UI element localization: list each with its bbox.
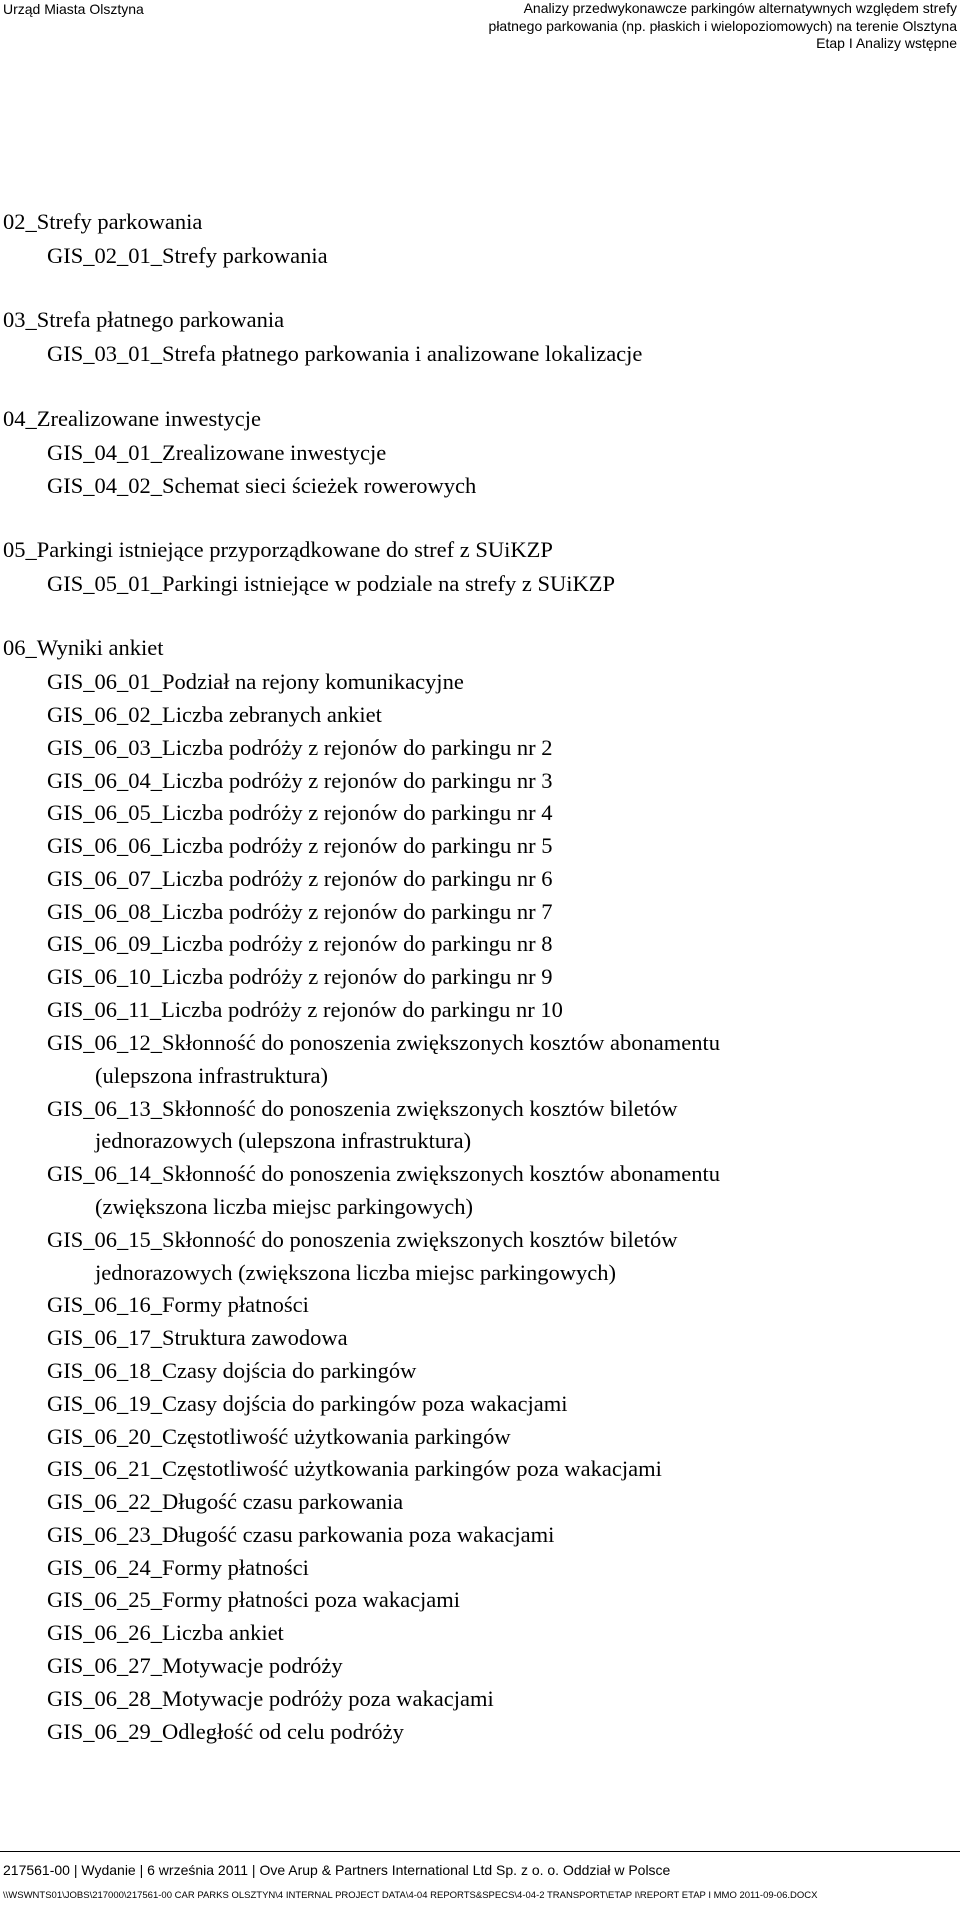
list-item-continuation: (zwiększona liczba miejsc parkingowych) [95, 1194, 473, 1219]
list-item: GIS_06_21_Częstotliwość użytkowania parkingów poza wakacjami [47, 1456, 662, 1481]
list-item: GIS_02_01_Strefy parkowania [47, 243, 328, 268]
list-item: GIS_06_16_Formy płatności [47, 1292, 309, 1317]
list-item: GIS_03_01_Strefa płatnego parkowania i analizowane lokalizacje [47, 341, 643, 366]
list-item: GIS_06_09_Liczba podróży z rejonów do parkingu nr 8 [47, 931, 553, 956]
header-title-line-1: Analizy przedwykonawcze parkingów alternatywnych względem strefy [523, 0, 957, 16]
list-item: GIS_05_01_Parkingi istniejące w podziale na strefy z SUiKZP [47, 571, 616, 596]
list-item: GIS_06_06_Liczba podróży z rejonów do parkingu nr 5 [47, 833, 553, 858]
list-item: GIS_06_05_Liczba podróży z rejonów do parkingu nr 4 [47, 800, 553, 825]
header-title-line-2: płatnego parkowania (np. płaskich i wielopoziomowych) na terenie Olsztyna [488, 17, 957, 34]
list-item: GIS_06_10_Liczba podróży z rejonów do parkingu nr 9 [47, 964, 553, 989]
footer-document-info: 217561-00 | Wydanie | 6 września 2011 | Ove Arup & Partners International Ltd Sp. z o. o. Oddział w Polsce [3, 1862, 671, 1878]
list-item: GIS_06_25_Formy płatności poza wakacjami [47, 1587, 461, 1612]
header-title-line-3: Etap I Analizy wstępne [816, 35, 957, 51]
list-item: GIS_06_27_Motywacje podróży [47, 1653, 343, 1678]
list-item: GIS_06_28_Motywacje podróży poza wakacjami [47, 1686, 494, 1711]
list-item: GIS_04_02_Schemat sieci ścieżek rowerowych [47, 473, 477, 498]
section-title: 04_Zrealizowane inwestycje [3, 406, 262, 431]
list-item: GIS_06_17_Struktura zawodowa [47, 1325, 348, 1350]
list-item: GIS_06_15_Skłonność do ponoszenia zwiększonych kosztów biletów [47, 1227, 678, 1252]
list-item: GIS_06_18_Czasy dojścia do parkingów [47, 1358, 417, 1383]
section-title: 05_Parkingi istniejące przyporządkowane do stref z SUiKZP [3, 537, 553, 562]
footer-divider [0, 1851, 960, 1852]
section-title: 06_Wyniki ankiet [3, 635, 164, 660]
list-item: GIS_06_22_Długość czasu parkowania [47, 1489, 404, 1514]
footer-file-path: \\WSWNTS01\JOBS\217000\217561-00 CAR PARKS OLSZTYN\4 INTERNAL PROJECT DATA\4-04 REPORTS&SPECS\4-04-2 TRANSPORT\ETAP I\REPORT ETAP I MMO 2011-09-06.DOCX [3, 1890, 818, 1901]
list-item: GIS_06_23_Długość czasu parkowania poza wakacjami [47, 1522, 555, 1547]
list-item: GIS_06_08_Liczba podróży z rejonów do parkingu nr 7 [47, 899, 553, 924]
list-item: GIS_06_02_Liczba zebranych ankiet [47, 702, 382, 727]
list-item: GIS_06_04_Liczba podróży z rejonów do parkingu nr 3 [47, 768, 553, 793]
list-item: GIS_06_20_Częstotliwość użytkowania parkingów [47, 1424, 511, 1449]
section-title: 03_Strefa płatnego parkowania [3, 307, 285, 332]
list-item: GIS_06_11_Liczba podróży z rejonów do parkingu nr 10 [47, 997, 563, 1022]
list-item: GIS_06_19_Czasy dojścia do parkingów poza wakacjami [47, 1391, 568, 1416]
list-item: GIS_06_24_Formy płatności [47, 1555, 309, 1580]
header-report-title [357, 0, 957, 53]
list-item: GIS_06_12_Skłonność do ponoszenia zwiększonych kosztów abonamentu [47, 1030, 721, 1055]
list-item: GIS_06_07_Liczba podróży z rejonów do parkingu nr 6 [47, 866, 553, 891]
list-item: GIS_04_01_Zrealizowane inwestycje [47, 440, 387, 465]
list-item-continuation: jednorazowych (ulepszona infrastruktura) [95, 1128, 472, 1153]
header-organization: Urząd Miasta Olsztyna [3, 1, 144, 17]
list-item: GIS_06_13_Skłonność do ponoszenia zwiększonych kosztów biletów [47, 1096, 678, 1121]
list-item-continuation: (ulepszona infrastruktura) [95, 1063, 329, 1088]
list-item: GIS_06_26_Liczba ankiet [47, 1620, 284, 1645]
list-item: GIS_06_01_Podział na rejony komunikacyjne [47, 669, 464, 694]
list-item: GIS_06_03_Liczba podróży z rejonów do parkingu nr 2 [47, 735, 553, 760]
list-item: GIS_06_29_Odległość od celu podróży [47, 1719, 404, 1744]
list-item: GIS_06_14_Skłonność do ponoszenia zwiększonych kosztów abonamentu [47, 1161, 721, 1186]
section-title: 02_Strefy parkowania [3, 209, 203, 234]
list-item-continuation: jednorazowych (zwiększona liczba miejsc parkingowych) [95, 1260, 617, 1285]
